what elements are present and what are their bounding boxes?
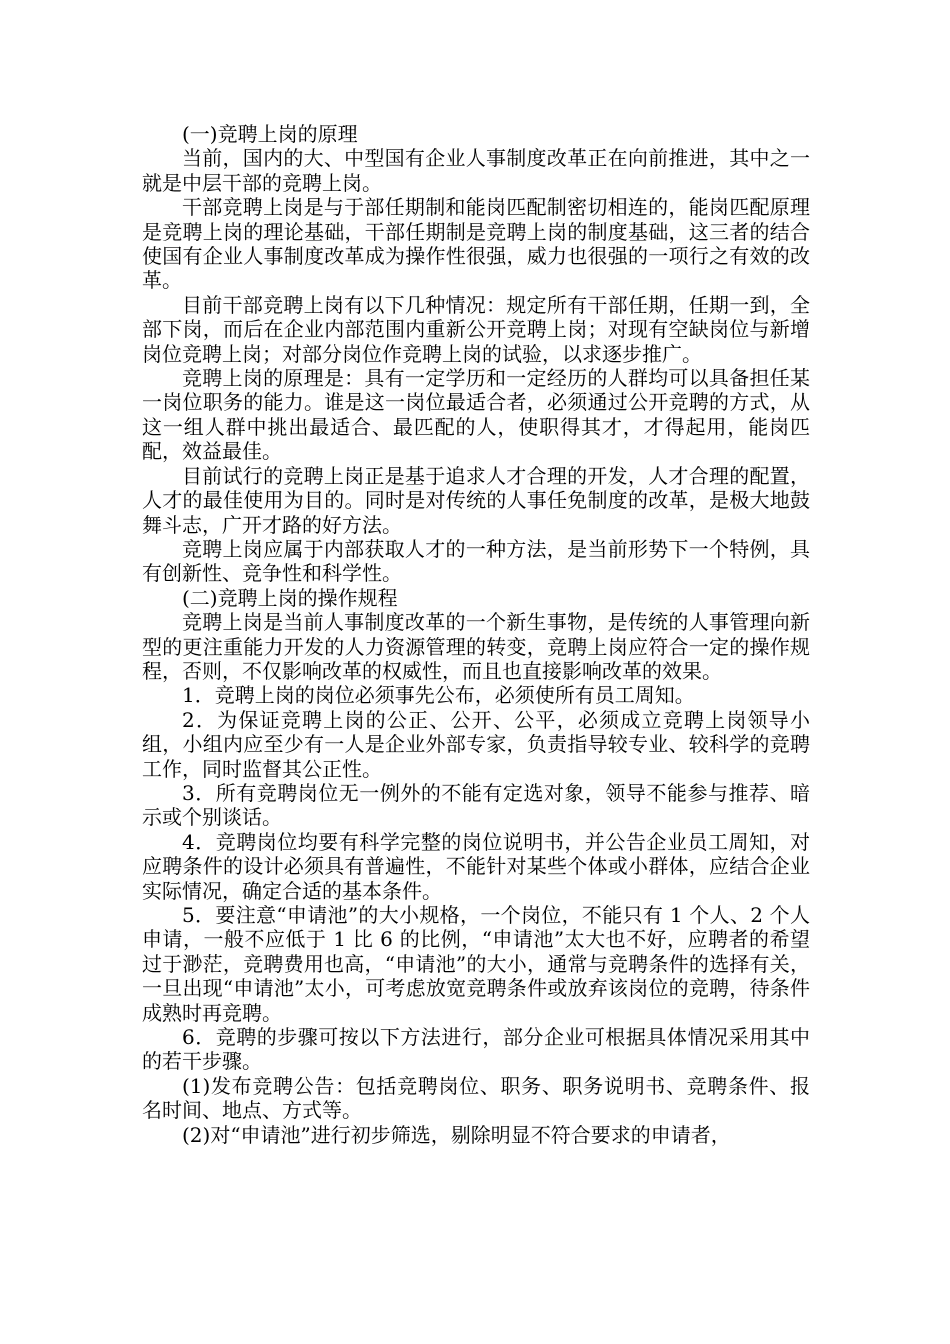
paragraph: 竞聘上岗应属于内部获取人才的一种方法，是当前形势下一个特例，具有创新性、竞争性和科学性。	[142, 536, 810, 586]
paragraph: 干部竞聘上岗是与于部任期制和能岗匹配制密切相连的，能岗匹配原理是竞聘上岗的理论基础，干部任期制是竞聘上岗的制度基础，这三者的结合使国有企业人事制度改革成为操作性很强，威力也很强的一项行之有效的改革。	[142, 195, 810, 293]
section-heading-2: (二)竞聘上岗的操作规程	[182, 585, 398, 610]
list-item-5: 5．要注意“申请池”的大小规格，一个岗位，不能只有 1 个人、2 个人申请，一般不应低于 1 比 6 的比例，“申请池”太大也不好，应聘者的希望过于渺茫，竞聘费用也高，“申请池”的大小，通常与竞聘条件的选择有关，一旦出现“申请池”太小，可考虑放宽竞聘条件或放弃该岗位的竞聘，待条件成熟时再竞聘。	[142, 903, 810, 1025]
paragraph: 目前干部竞聘上岗有以下几种情况：规定所有干部任期，任期一到，全部下岗，而后在企业内部范围内重新公开竞聘上岗；对现有空缺岗位与新增岗位竞聘上岗；对部分岗位作竞聘上岗的试验，以求逐步推广。	[142, 292, 810, 366]
list-item-4: 4．竞聘岗位均要有科学完整的岗位说明书，并公告企业员工周知，对应聘条件的设计必须具有普遍性，不能针对某些个体或小群体，应结合企业实际情况，确定合适的基本条件。	[142, 829, 810, 903]
sub-item-1: (1)发布竞聘公告：包括竞聘岗位、职务、职务说明书、竞聘条件、报名时间、地点、方式等。	[142, 1073, 810, 1123]
list-item-1: 1．竞聘上岗的岗位必须事先公布，必须使所有员工周知。	[182, 683, 695, 708]
list-item-3: 3．所有竞聘岗位无一例外的不能有定选对象，领导不能参与推荐、暗示或个别谈话。	[142, 780, 810, 830]
sub-item-2: (2)对“申请池”进行初步筛选，剔除明显不符合要求的申请者，	[182, 1122, 731, 1147]
paragraph: 目前试行的竞聘上岗正是基于追求人才合理的开发，人才合理的配置，人才的最佳使用为目的。同时是对传统的人事任免制度的改革，是极大地鼓舞斗志，广开才路的好方法。	[142, 463, 810, 537]
document-body	[142, 122, 810, 1147]
list-item-2: 2．为保证竞聘上岗的公正、公开、公平，必须成立竞聘上岗领导小组，小组内应至少有一人是企业外部专家，负责指导较专业、较科学的竞聘工作，同时监督其公正性。	[142, 707, 810, 781]
list-item-6: 6．竞聘的步骤可按以下方法进行，部分企业可根据具体情况采用其中的若干步骤。	[142, 1025, 810, 1074]
paragraph: 竞聘上岗是当前人事制度改革的一个新生事物，是传统的人事管理向新型的更注重能力开发的人力资源管理的转变，竞聘上岗应符合一定的操作规程，否则，不仅影响改革的权威性，而且也直接影响改革的效果。	[142, 610, 810, 683]
section-heading-1: (一)竞聘上岗的原理	[182, 122, 358, 146]
paragraph: 竞聘上岗的原理是：具有一定学历和一定经历的人群均可以具备担任某一岗位职务的能力。谁是这一岗位最适合者，必须通过公开竞聘的方式，从这一组人群中挑出最适合、最匹配的人，使职得其才，才得起用，能岗匹配，效益最佳。	[142, 366, 810, 464]
paragraph: 当前，国内的大、中型国有企业人事制度改革正在向前推进，其中之一就是中层干部的竞聘上岗。	[142, 146, 810, 195]
